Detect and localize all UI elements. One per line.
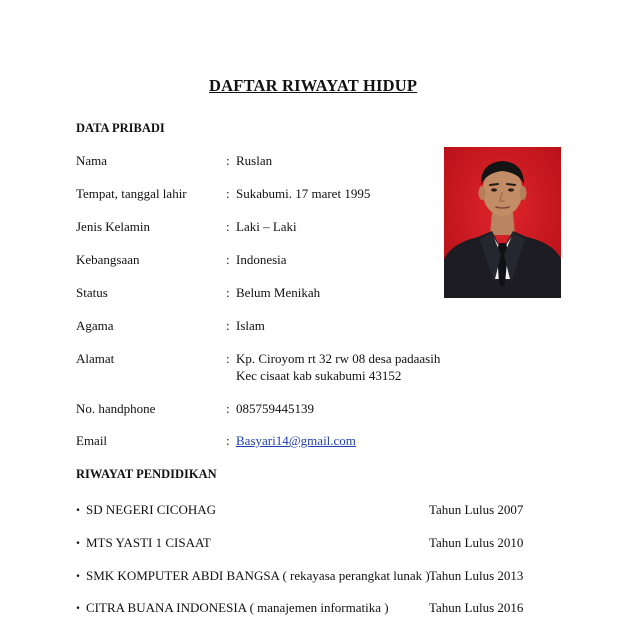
separator-colon: :	[226, 186, 230, 201]
separator-colon: :	[226, 433, 230, 448]
label-religion: Agama	[76, 318, 114, 333]
email-link[interactable]: Basyari14@gmail.com	[236, 433, 356, 448]
value-status: Belum Menikah	[236, 285, 321, 300]
separator-colon: :	[226, 351, 230, 366]
value-nationality: Indonesia	[236, 252, 287, 267]
separator-colon: :	[226, 153, 230, 168]
value-address-line1: Kp. Ciroyom rt 32 rw 08 desa padaasih	[236, 351, 441, 366]
personal-data-heading: DATA PRIBADI	[76, 121, 165, 135]
bullet: .	[76, 498, 80, 515]
label-nama: Nama	[76, 153, 108, 168]
bullet: .	[76, 596, 80, 613]
education-school: CITRA BUANA INDONESIA ( manajemen informatika )	[86, 600, 389, 615]
value-address-line2: Kec cisaat kab sukabumi 43152	[236, 368, 402, 383]
education-school: SMK KOMPUTER ABDI BANGSA ( rekayasa perangkat lunak )	[86, 568, 430, 583]
education-year: Tahun Lulus 2010	[429, 535, 524, 550]
education-heading: RIWAYAT PENDIDIKAN	[76, 467, 217, 481]
separator-colon: :	[226, 252, 230, 267]
bullet: .	[76, 564, 80, 581]
value-nama: Ruslan	[236, 153, 273, 168]
value-religion: Islam	[236, 318, 265, 333]
page-title: DAFTAR RIWAYAT HIDUP	[209, 76, 418, 95]
label-address: Alamat	[76, 351, 115, 366]
separator-colon: :	[226, 318, 230, 333]
education-year: Tahun Lulus 2013	[429, 568, 524, 583]
value-gender: Laki – Laki	[236, 219, 297, 234]
label-gender: Jenis Kelamin	[76, 219, 151, 234]
education-year: Tahun Lulus 2016	[429, 600, 524, 615]
education-school: MTS YASTI 1 CISAAT	[86, 535, 211, 550]
label-birth: Tempat, tanggal lahir	[76, 186, 187, 201]
education-school: SD NEGERI CICOHAG	[86, 502, 216, 517]
label-nationality: Kebangsaan	[76, 252, 140, 267]
label-phone: No. handphone	[76, 401, 156, 416]
separator-colon: :	[226, 285, 230, 300]
label-email: Email	[76, 433, 108, 448]
profile-photo	[444, 147, 561, 298]
bullet: .	[76, 531, 80, 548]
separator-colon: :	[226, 219, 230, 234]
separator-colon: :	[226, 401, 230, 416]
value-birth: Sukabumi. 17 maret 1995	[236, 186, 371, 201]
value-phone: 085759445139	[236, 401, 314, 416]
label-status: Status	[76, 285, 108, 300]
education-year: Tahun Lulus 2007	[429, 502, 524, 517]
